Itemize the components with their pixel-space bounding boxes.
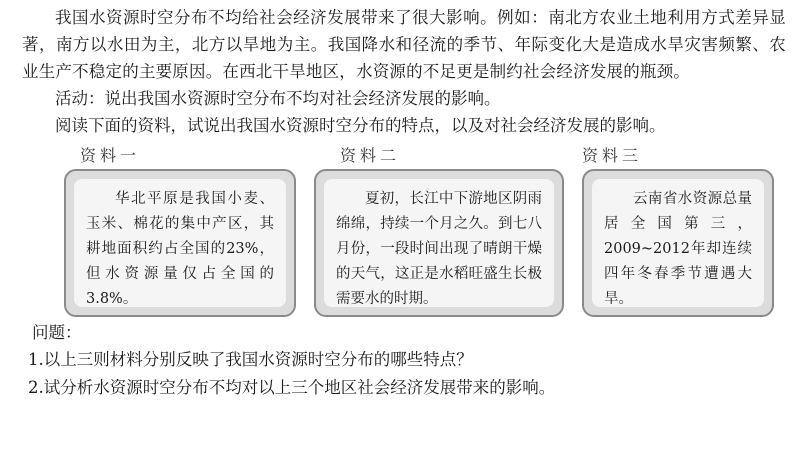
source-materials [22,143,786,343]
source-1-title: 资料一 [80,146,141,165]
question-1: 1.以上三则材料分别反映了我国水资源时空分布的哪些特点？ [28,350,473,369]
source-1-text: 华北平原是我国小麦、玉米、棉花的集中产区，其耕地面积约占全国的23%，但水资源量仅占全国的3.8%。 [74,179,286,307]
source-3-box [582,169,774,317]
source-3-text: 云南省水资源总量居全国第三，2009~2012年却连续四年冬春季节遭遇大旱。 [592,179,764,307]
source-2-box [314,169,564,317]
questions-label: 问题： [32,323,82,342]
source-2-text: 夏初，长江中下游地区阴雨绵绵，持续一个月之久。到七八月份，一段时间出现了晴朗干燥的天气，这正是水稻旺盛生长极需要水的时期。 [324,179,554,307]
source-1-box [64,169,296,317]
source-2-title: 资料二 [340,146,401,165]
source-3-title: 资料三 [582,146,643,165]
reading-instruction: 阅读下面的资料，试说出我国水资源时空分布的特点，以及对社会经济发展的影响。 [55,116,666,135]
intro-paragraph: 我国水资源时空分布不均给社会经济发展带来了很大影响。例如：南北方农业土地利用方式差异显著，南方以水田为主，北方以旱地为主。我国降水和径流的季节、年际变化大是造成水旱灾害频繁、农业生产不稳定的主要原因。在西北干旱地区，水资源的不足更是制约社会经济发展的瓶颈。 [22,8,786,81]
question-2: 2.试分析水资源时空分布不均对以上三个地区社会经济发展带来的影响。 [28,378,556,397]
activity-line: 活动：说出我国水资源时空分布不均对社会经济发展的影响。 [55,89,501,108]
